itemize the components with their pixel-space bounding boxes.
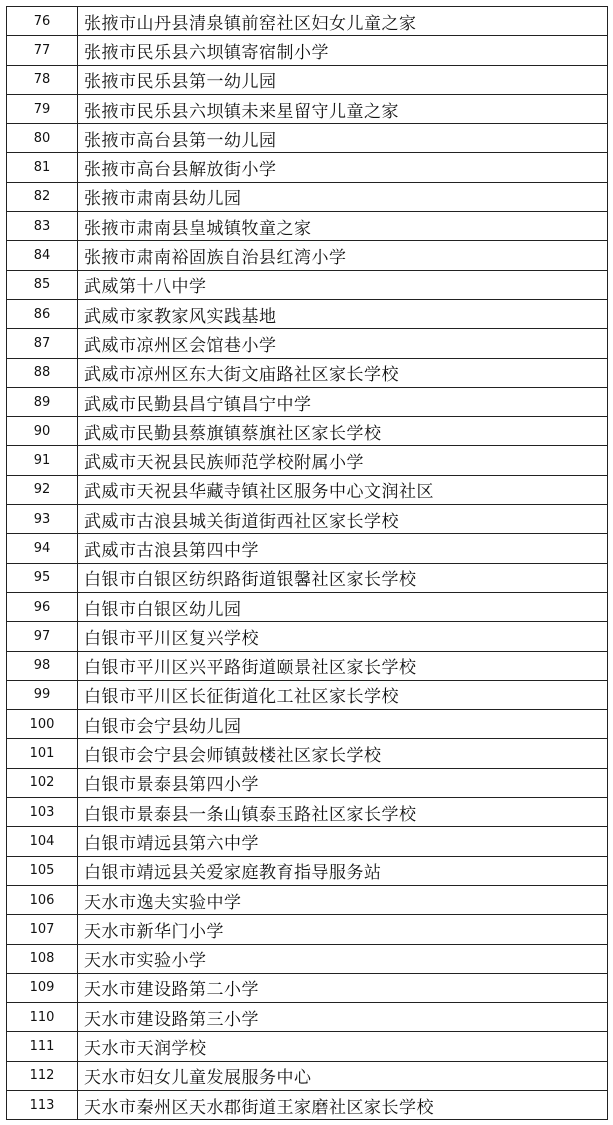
institution-name: 白银市靖远县第六中学 [78,827,608,856]
row-number: 113 [7,1090,78,1119]
row-number: 81 [7,153,78,182]
row-number: 87 [7,329,78,358]
institution-name: 白银市会宁县会师镇鼓楼社区家长学校 [78,739,608,768]
table-row [7,505,608,534]
row-number: 92 [7,475,78,504]
table-row [7,622,608,651]
institution-name: 武威市天祝县民族师范学校附属小学 [78,446,608,475]
table-row [7,563,608,592]
institution-name: 张掖市肃南县幼儿园 [78,182,608,211]
institution-name: 张掖市高台县第一幼儿园 [78,124,608,153]
institution-name: 张掖市肃南县皇城镇牧童之家 [78,212,608,241]
institution-name: 张掖市民乐县第一幼儿园 [78,65,608,94]
table-row [7,592,608,621]
table-row [7,798,608,827]
table-row [7,212,608,241]
table-row [7,827,608,856]
row-number: 94 [7,534,78,563]
institution-name: 武威市古浪县第四中学 [78,534,608,563]
row-number: 84 [7,241,78,270]
row-number: 100 [7,710,78,739]
table-row [7,1061,608,1090]
list-table [6,6,608,1120]
table-row [7,1003,608,1032]
table-row [7,94,608,123]
row-number: 98 [7,651,78,680]
row-number: 102 [7,768,78,797]
institution-name: 白银市平川区长征街道化工社区家长学校 [78,680,608,709]
institution-name: 白银市平川区兴平路街道颐景社区家长学校 [78,651,608,680]
institution-name: 张掖市民乐县六坝镇寄宿制小学 [78,36,608,65]
row-number: 99 [7,680,78,709]
institution-name: 天水市新华门小学 [78,915,608,944]
institution-name: 白银市会宁县幼儿园 [78,710,608,739]
institution-name: 张掖市山丹县清泉镇前窑社区妇女儿童之家 [78,7,608,36]
table-row [7,710,608,739]
table-row [7,680,608,709]
institution-name: 武威市民勤县昌宁镇昌宁中学 [78,387,608,416]
table-row [7,329,608,358]
table-row [7,885,608,914]
table-row [7,446,608,475]
institution-name: 武威市民勤县蔡旗镇蔡旗社区家长学校 [78,417,608,446]
table-row [7,124,608,153]
institution-name: 武威市天祝县华藏寺镇社区服务中心文润社区 [78,475,608,504]
table-row [7,944,608,973]
row-number: 105 [7,856,78,885]
row-number: 110 [7,1003,78,1032]
table-row [7,7,608,36]
row-number: 88 [7,358,78,387]
table-row [7,387,608,416]
row-number: 91 [7,446,78,475]
row-number: 78 [7,65,78,94]
table-row [7,915,608,944]
institution-name: 天水市天润学校 [78,1032,608,1061]
row-number: 79 [7,94,78,123]
institution-name: 天水市实验小学 [78,944,608,973]
row-number: 89 [7,387,78,416]
table-row [7,417,608,446]
table-row [7,534,608,563]
row-number: 101 [7,739,78,768]
institution-name: 天水市逸夫实验中学 [78,885,608,914]
table-row [7,973,608,1002]
institution-name: 白银市白银区幼儿园 [78,592,608,621]
institution-name: 天水市妇女儿童发展服务中心 [78,1061,608,1090]
row-number: 108 [7,944,78,973]
institution-name: 武威第十八中学 [78,270,608,299]
table-row [7,270,608,299]
row-number: 97 [7,622,78,651]
institution-name: 天水市建设路第三小学 [78,1003,608,1032]
list-table-body [7,7,608,1120]
institution-name: 白银市平川区复兴学校 [78,622,608,651]
row-number: 80 [7,124,78,153]
institution-name: 张掖市肃南裕固族自治县红湾小学 [78,241,608,270]
row-number: 85 [7,270,78,299]
table-row [7,65,608,94]
table-row [7,358,608,387]
table-row [7,768,608,797]
row-number: 95 [7,563,78,592]
row-number: 82 [7,182,78,211]
table-row [7,1032,608,1061]
institution-name: 白银市景泰县第四小学 [78,768,608,797]
table-row [7,651,608,680]
row-number: 83 [7,212,78,241]
table-row [7,299,608,328]
row-number: 86 [7,299,78,328]
institution-name: 张掖市高台县解放街小学 [78,153,608,182]
table-row [7,36,608,65]
row-number: 111 [7,1032,78,1061]
institution-name: 白银市景泰县一条山镇泰玉路社区家长学校 [78,798,608,827]
row-number: 112 [7,1061,78,1090]
row-number: 76 [7,7,78,36]
table-row [7,153,608,182]
table-row [7,241,608,270]
institution-name: 天水市秦州区天水郡街道王家磨社区家长学校 [78,1090,608,1119]
institution-name: 张掖市民乐县六坝镇未来星留守儿童之家 [78,94,608,123]
table-row [7,475,608,504]
institution-name: 武威市家教家风实践基地 [78,299,608,328]
institution-name: 天水市建设路第二小学 [78,973,608,1002]
row-number: 106 [7,885,78,914]
institution-name: 武威市古浪县城关街道街西社区家长学校 [78,505,608,534]
row-number: 93 [7,505,78,534]
table-row [7,856,608,885]
row-number: 90 [7,417,78,446]
row-number: 104 [7,827,78,856]
row-number: 96 [7,592,78,621]
institution-name: 白银市白银区纺织路街道银馨社区家长学校 [78,563,608,592]
institution-name: 武威市凉州区会馆巷小学 [78,329,608,358]
row-number: 77 [7,36,78,65]
row-number: 103 [7,798,78,827]
table-row [7,739,608,768]
institution-name: 白银市靖远县关爱家庭教育指导服务站 [78,856,608,885]
table-row [7,1090,608,1119]
row-number: 107 [7,915,78,944]
table-row [7,182,608,211]
institution-name: 武威市凉州区东大街文庙路社区家长学校 [78,358,608,387]
row-number: 109 [7,973,78,1002]
